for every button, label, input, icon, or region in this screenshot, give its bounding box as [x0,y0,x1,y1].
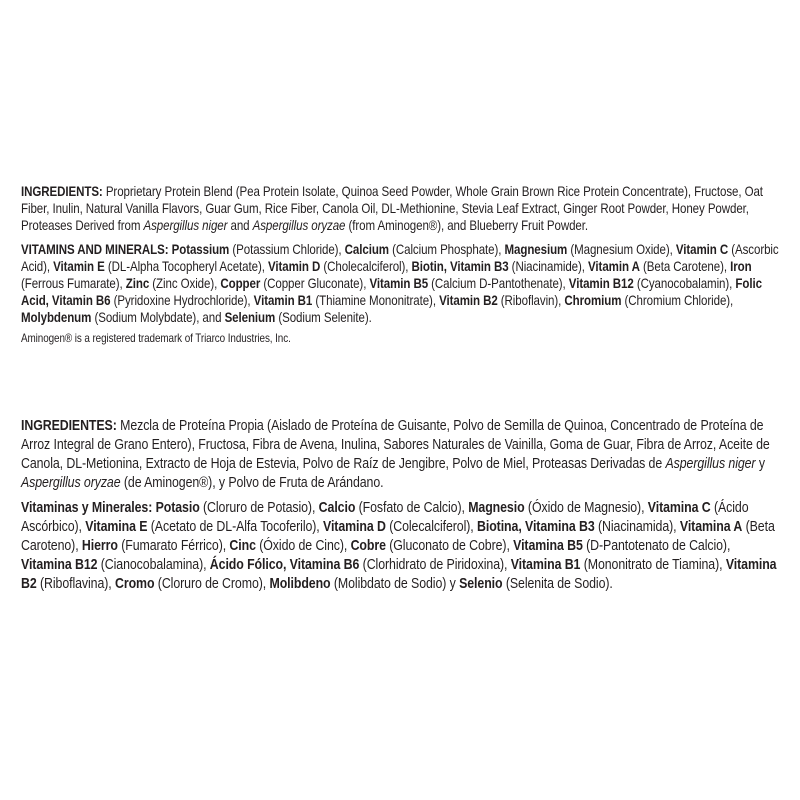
english-ingredients-paragraph: INGREDIENTS: Proprietary Protein Blend (Pea Protein Isolate, Quinoa Seed Powder, Whole Grain Brown Rice Protein Concentrate), Fructose, Oat Fiber, Inulin, Natural Vanilla Flavors, Guar Gum, Rice Fiber, Canola Oil, DL-Methionine, Stevia Leaf Extract, Ginger Root Powder, Honey Powder, Proteases Derived from Aspergillus niger and Aspergillus oryzae (from Aminogen®), and Blueberry Fruit Powder. [21,183,763,233]
spanish-vitamins-minerals-paragraph: Vitaminas y Minerales: Potasio (Cloruro de Potasio), Calcio (Fosfato de Calcio), Magnesio (Óxido de Magnesio), Vitamina C (Ácido Ascórbico), Vitamina E (Acetato de DL-Alfa Tocoferilo), Vitamina D (Colecalciferol), Biotina, Vitamina B3 (Niacinamida), Vitamina A (Beta Caroteno), Hierro (Fumarato Férrico), Cinc (Óxido de Cinc), Cobre (Gluconato de Cobre), Vitamina B5 (D-Pantotenato de Calcio), Vitamina B12 (Cianocobalamina), Ácido Fólico, Vitamina B6 (Clorhidrato de Piridoxina), Vitamina B1 (Mononitrato de Tiamina), Vitamina B2 (Riboflavina), Cromo (Cloruro de Cromo), Molibdeno (Molibdato de Sodio) y Selenio (Selenita de Sodio). [21,499,777,592]
aminogen-trademark-note: Aminogen® is a registered trademark of Triarco Industries, Inc. [21,331,291,345]
ingredients-label-panel [21,183,800,593]
spanish-section [21,416,779,593]
english-vitamins-minerals-paragraph: VITAMINS AND MINERALS: Potassium (Potassium Chloride), Calcium (Calcium Phosphate), Magnesium (Magnesium Oxide), Vitamin C (Ascorbic Acid), Vitamin E (DL-Alpha Tocopheryl Acetate), Vitamin D (Cholecalciferol), Biotin, Vitamin B3 (Niacinamide), Vitamin A (Beta Carotene), Iron (Ferrous Fumarate), Zinc (Zinc Oxide), Copper (Copper Gluconate), Vitamin B5 (Calcium D-Pantothenate), Vitamin B12 (Cyanocobalamin), Folic Acid, Vitamin B6 (Pyridoxine Hydrochloride), Vitamin B1 (Thiamine Mononitrate), Vitamin B2 (Riboflavin), Chromium (Chromium Chloride), Molybdenum (Sodium Molybdate), and Selenium (Sodium Selenite). [21,241,779,325]
spanish-ingredients-paragraph: INGREDIENTES: Mezcla de Proteína Propia (Aislado de Proteína de Guisante, Polvo de Semilla de Quinoa, Concentrado de Proteína de Arroz Integral de Grano Entero), Fructosa, Fibra de Avena, Inulina, Sabores Naturales de Vainilla, Goma de Guar, Fibra de Arroz, Aceite de Canola, DL-Metionina, Extracto de Hoja de Estevia, Polvo de Raíz de Jengibre, Polvo de Miel, Proteasas Derivadas de Aspergillus niger y Aspergillus oryzae (de Aminogen®), y Polvo de Fruta de Arándano. [21,417,770,491]
english-section [21,183,779,346]
